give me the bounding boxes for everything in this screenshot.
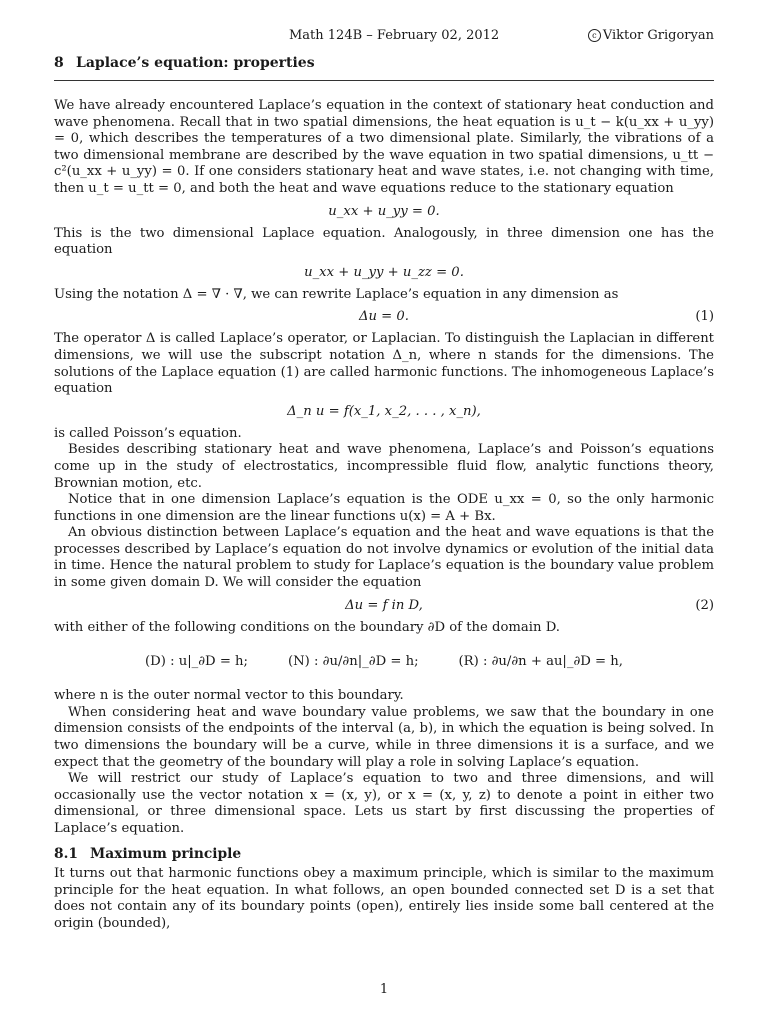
paragraph-operator: The operator Δ is called Laplace’s operator, or Laplacian. To distinguish the Laplacian in different dimensions, we will use the subscript notation Δ_n, where n stands for the dimensions. The solutions of the Laplace equation (1) are called harmonic functions. The inhomogeneous Laplace’s equation [54,331,714,397]
bc-robin: (R) : ∂u/∂n + au|_∂D = h, [458,653,623,669]
header-author [588,27,714,45]
equation-1-text: Δu = 0. [358,309,410,325]
paragraph-intro: We have already encountered Laplace’s equation in the context of stationary heat conduction and wave phenomena. Recall that in two spatial dimensions, the heat equation is u_t − k(u_xx + u_yy) = 0, which describes the temperatures of a two dimensional plate. Similarly, the vibrations of a two dimensional membrane are described by the wave equation in two spatial dimensions, u_tt − c²(u_xx + u_yy) = 0. If one considers stationary heat and wave states, i.e. not changing with time, then u_t = u_tt = 0, and both the heat and wave equations reduce to the stationary equation [54,98,714,196]
paragraph-2d: This is the two dimensional Laplace equation. Analogously, in three dimension one has the equation [54,225,714,258]
equation-poisson [54,398,714,426]
subsection-title-text: Maximum principle [90,845,242,862]
header-author-name: Viktor Grigoryan [602,28,714,43]
equation-3d-laplace [54,259,714,287]
bc-neumann: (N) : ∂u/∂n|_∂D = h; [288,653,419,669]
body-text [54,98,714,933]
paragraph-boundary: with either of the following conditions on the boundary ∂D of the domain D. [54,619,560,635]
equation-3d-text: u_xx + u_yy + u_zz = 0. [304,264,464,280]
paragraph-notation: Using the notation Δ = ∇ · ∇, we can rewrite Laplace’s equation in any dimension as [54,286,619,302]
paragraph-geometry: When considering heat and wave boundary value problems, we saw that the boundary in one dimension consists of the endpoints of the interval (a, b), in which the equation is being solved. In two dimensions the boundary will be a curve, while in three dimensions it is a surface, and we expect that the geometry of the boundary will play a role in solving Laplace’s equation. [54,704,714,770]
paragraph-maximum-principle: It turns out that harmonic functions obey a maximum principle, which is similar to the maximum principle for the heat equation. In what follows, an open bounded connected set D is a set that does not contain any of its boundary points (open), entirely lies inside some ball centered at the origin (bounded), [54,866,714,931]
equation-poisson-text: Δ_n u = f(x_1, x_2, . . . , x_n), [287,403,481,419]
paragraph-normal: where n is the outer normal vector to this boundary. [54,688,404,704]
equation-2-label: (2) [695,597,714,613]
subsection-number: 8.1 [54,845,79,862]
section-title [54,55,315,71]
paragraph-one-dimension: Notice that in one dimension Laplace’s equation is the ODE u_xx = 0, so the only harmonic functions in one dimension are the linear functions u(x) = A + Bx. [54,492,714,524]
subsection-title [54,846,714,863]
paragraph-poisson: is called Poisson’s equation. [54,425,242,441]
bc-dirichlet: (D) : u|_∂D = h; [145,653,248,669]
equation-2-text: Δu = f in D, [345,597,423,613]
header-course: Math 124B – February 02, 2012 [289,28,500,43]
section-number: 8 [54,55,64,71]
equation-1-label: (1) [695,309,714,325]
equation-2d-text: u_xx + u_yy = 0. [328,203,440,219]
paragraph-restrict: We will restrict our study of Laplace’s equation to two and three dimensions, and will occasionally use the vector notation x = (x, y), or x = (x, y, z) to denote a point in either two dimensional, or three dimensional space. Lets us start by first discussing the properties of Laplace’s equation. [54,771,714,836]
section-rule [54,80,714,81]
page-number: 1 [379,982,389,997]
equation-1 [54,303,714,331]
paragraph-distinction: An obvious distinction between Laplace’s equation and the heat and wave equations is that the processes described by Laplace’s equation do not involve dynamics or evolution of the initial data in time. Hence the natural problem to study for Laplace’s equation is the boundary value problem in some given domain D. We will consider the equation [54,525,714,591]
paragraph-applications: Besides describing stationary heat and wave phenomena, Laplace’s and Poisson’s equations come up in the study of electrostatics, incompressible fluid flow, analytic functions theory, Brownian motion, etc. [54,442,714,491]
copyright-icon: c [588,29,601,42]
boundary-conditions [54,636,714,688]
equation-2 [54,592,714,620]
equation-2d-laplace [54,198,714,226]
section-title-text: Laplace’s equation: properties [76,55,315,71]
